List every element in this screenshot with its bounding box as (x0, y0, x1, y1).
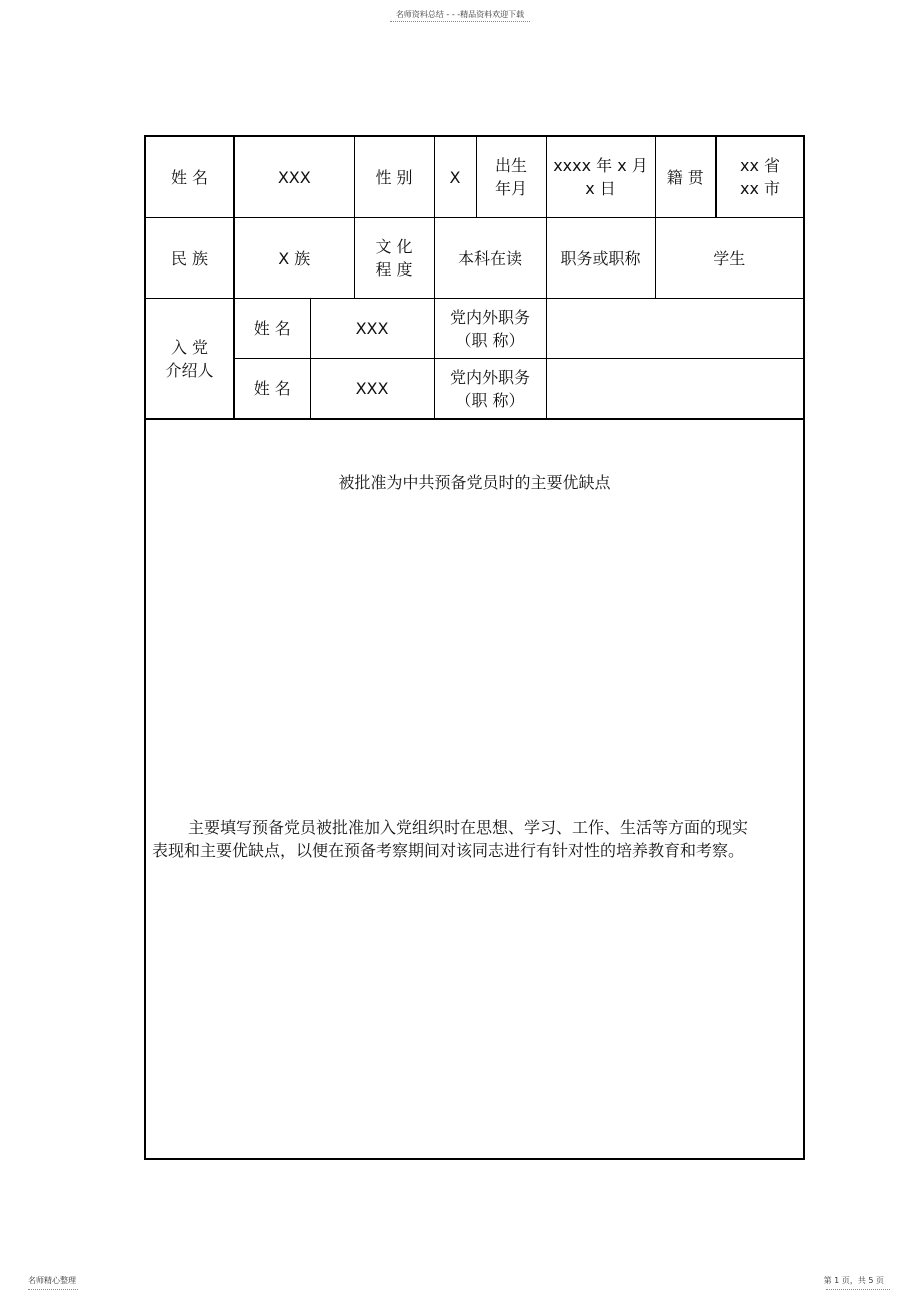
education-label-line1: 文 化 (375, 237, 413, 256)
ethnicity-value[interactable]: X 族 (234, 218, 354, 299)
introducer1-post-label-line1: 党内外职务 (450, 307, 531, 327)
instruction-note: 主要填写预备党员被批准加入党组织时在思想、学习、工作、生活等方面的现实表现和主要优缺点，以便在预备考察期间对该同志进行有针对性的培养教育和考察。 (152, 818, 749, 860)
name-label: 姓 名 (146, 137, 234, 218)
introducer1-post-label (434, 299, 546, 359)
introducer-label-line1: 入 党 (170, 337, 209, 357)
footer-left: 名师精心整理 (28, 1276, 76, 1285)
native-city: xx 市 (740, 179, 781, 198)
evaluation-area[interactable] (146, 419, 803, 1158)
introducer2-post-label-line2: （职 称） (455, 390, 525, 410)
education-label (354, 218, 434, 299)
introducer2-post-label (434, 359, 546, 419)
title-label: 职务或职称 (546, 218, 655, 299)
introducer1-post-value[interactable] (546, 299, 803, 359)
footer-dotted-line-left (28, 1289, 78, 1290)
gender-label: 性 别 (354, 137, 434, 218)
introducer2-post-label-line1: 党内外职务 (450, 367, 531, 387)
introducer2-name-value[interactable]: XXX (310, 359, 434, 419)
title-value[interactable]: 学生 (655, 218, 803, 299)
party-member-form (144, 135, 805, 1160)
info-table (146, 137, 803, 419)
footer-dotted-line-right (826, 1289, 890, 1290)
introducer1-name-value[interactable]: XXX (310, 299, 434, 359)
introducer1-post-label-line2: （职 称） (455, 330, 525, 350)
birth-value-line1: xxxx 年 x 月 (553, 156, 648, 175)
native-place-value[interactable] (716, 137, 803, 218)
ethnicity-label: 民 族 (146, 218, 234, 299)
section-title: 被批准为中共预备党员时的主要优缺点 (338, 473, 611, 492)
birth-value[interactable] (546, 137, 655, 218)
birth-label-line2: 年月 (495, 179, 528, 198)
birth-value-line2: x 日 (585, 179, 616, 198)
page-number: 第 1 页，共 5 页 (823, 1276, 884, 1285)
native-province: xx 省 (740, 156, 781, 175)
gender-value[interactable]: X (434, 137, 476, 218)
native-place-label: 籍 贯 (655, 137, 716, 218)
header-dotted-line (390, 21, 530, 23)
introducer-label (146, 299, 234, 419)
education-value[interactable]: 本科在读 (434, 218, 546, 299)
name-value[interactable]: XXX (234, 137, 354, 218)
introducer1-name-label: 姓 名 (234, 299, 310, 359)
birth-label (476, 137, 546, 218)
introducer2-post-value[interactable] (546, 359, 803, 419)
birth-label-line1: 出生 (495, 156, 528, 175)
introducer2-name-label: 姓 名 (234, 359, 310, 419)
education-label-line2: 程 度 (375, 260, 413, 279)
introducer-label-line2: 介绍人 (165, 360, 214, 380)
page-header-banner: 名师资料总结 - - -精品资料欢迎下载 (395, 10, 525, 19)
